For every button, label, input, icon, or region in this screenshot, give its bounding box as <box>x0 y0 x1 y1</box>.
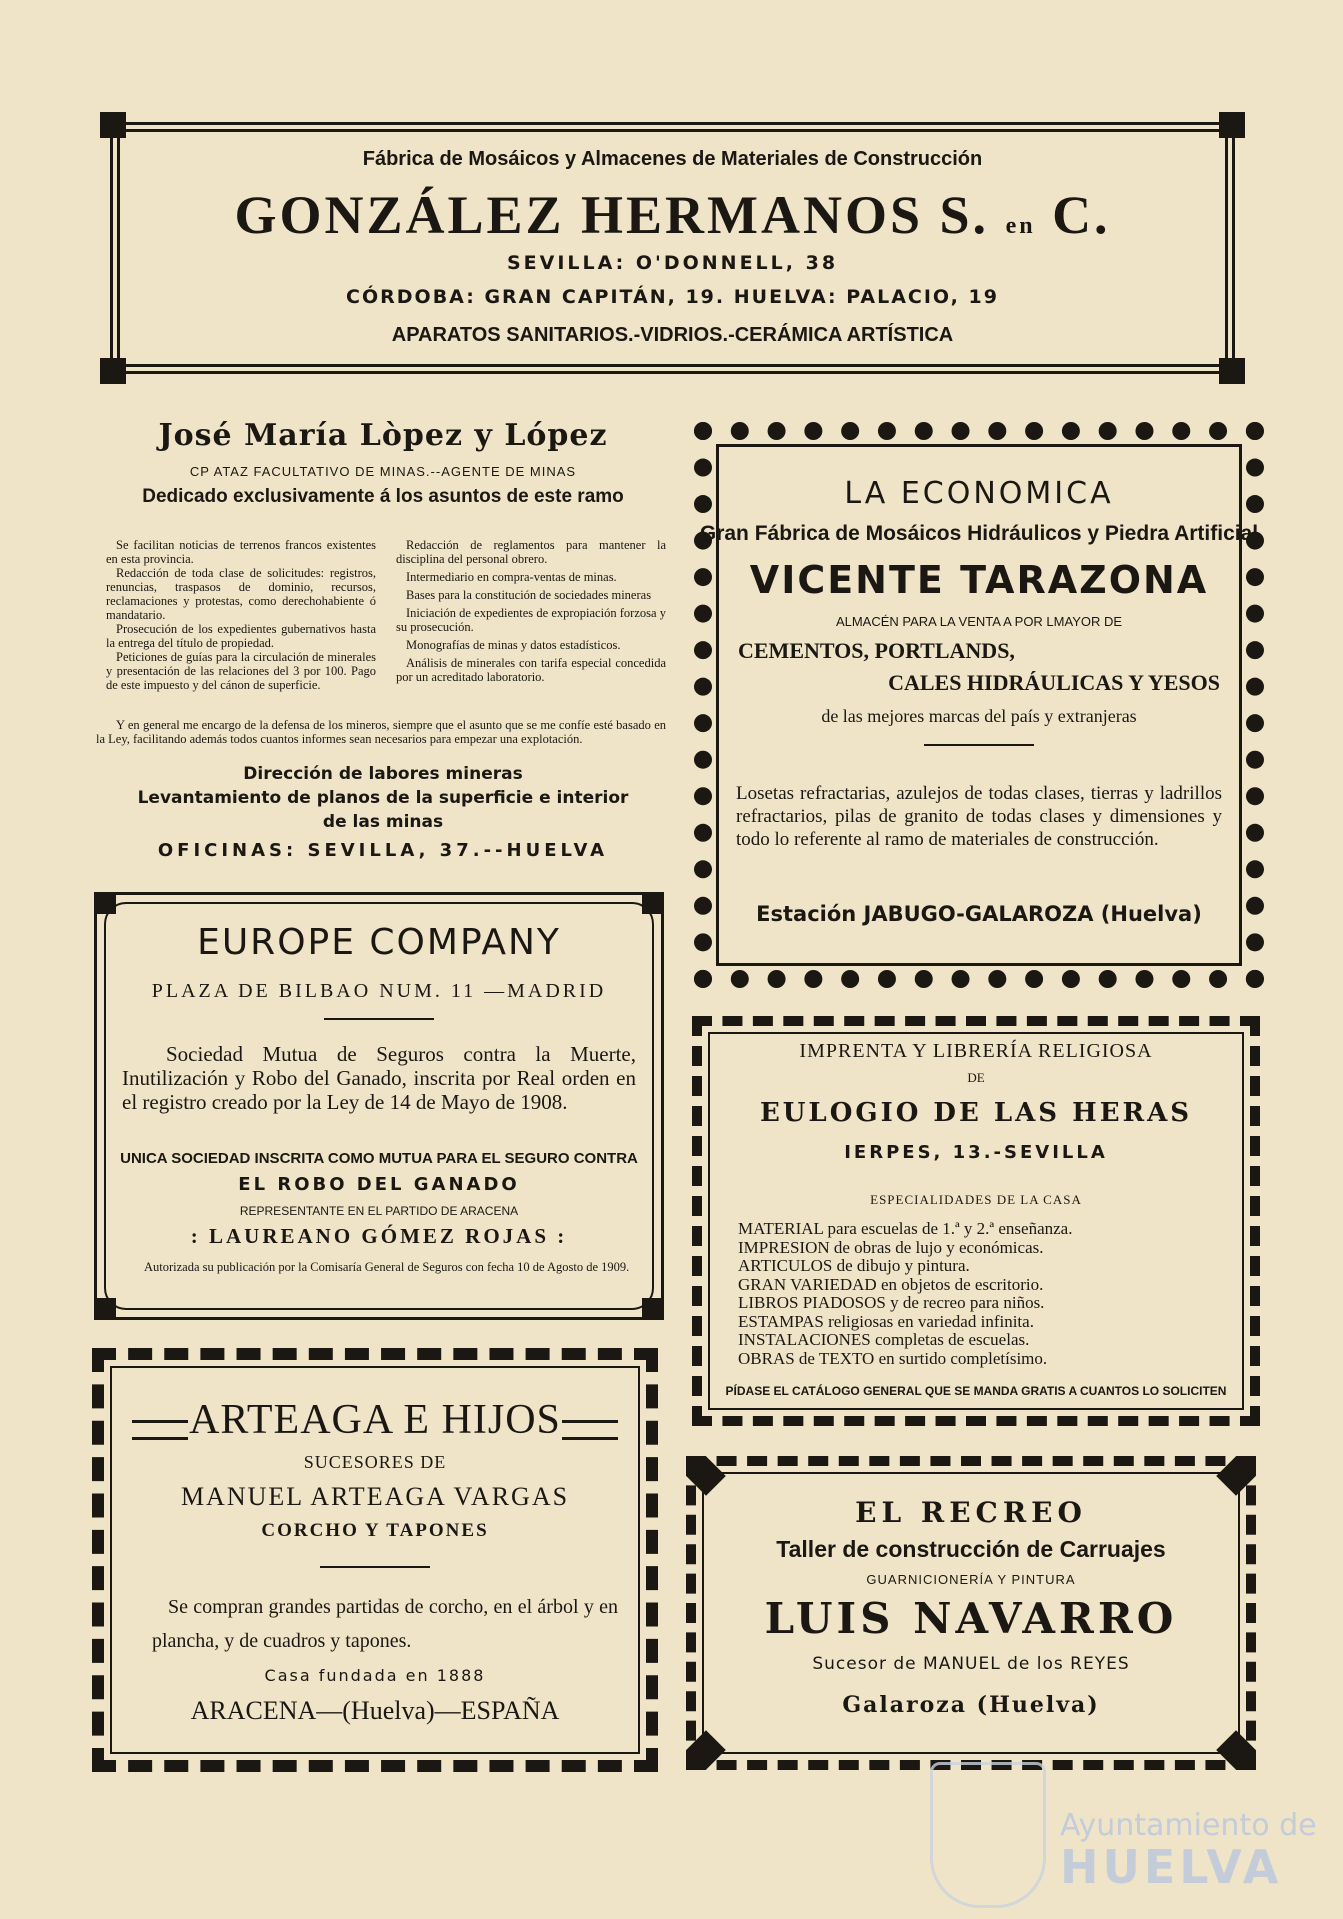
europe-company-ad <box>94 892 664 1320</box>
address-sevilla: SEVILLA: O'DONNELL, 38 <box>506 252 839 274</box>
products-line: APARATOS SANITARIOS.-VIDRIOS.-CERÁMICA ARTÍSTICA <box>391 324 954 346</box>
lopez-closing: Y en general me encargo de la defensa de los mineros, siempre que el asunto que se me confíe esté basado en la Ley, facilitando además todos cuantos informes sean necesarios para empezar una explotación. <box>96 718 666 746</box>
lopez-service-1: Dirección de labores mineras <box>243 764 523 784</box>
economica-ornament <box>924 744 1034 746</box>
economica-store: ALMACÉN PARA LA VENTA A POR LMAYOR DE <box>835 614 1123 629</box>
imprenta-address: IERPES, 13.-SEVILLA <box>844 1142 1108 1163</box>
imprenta-specialties: ESPECIALIDADES DE LA CASA <box>870 1192 1082 1207</box>
watermark-line-2: HUELVA <box>1060 1840 1283 1894</box>
address-cordoba-huelva: CÓRDOBA: GRAN CAPITÁN, 19. HUELVA: PALACIO, 19 <box>346 286 999 308</box>
el-recreo-ad <box>686 1456 1256 1770</box>
lopez-offices: OFICINAS: SEVILLA, 37.--HUELVA <box>157 840 609 861</box>
watermark-line-1: Ayuntamiento de <box>1060 1808 1317 1843</box>
lopez-right-item: Análisis de minerales con tarifa especial concedida por un acreditado laboratorio. <box>396 656 666 684</box>
economica-ad <box>694 422 1264 988</box>
lopez-service-2: Levantamiento de planos de la superficie e interior <box>137 788 629 808</box>
imprenta-item: OBRAS de TEXTO en surtido completísimo. <box>738 1348 1048 1368</box>
europe-address: PLAZA DE BILBAO NUM. 11 —MADRID <box>151 980 607 1002</box>
lopez-right-item: Iniciación de expedientes de expropiación forzosa y su prosecución. <box>396 606 666 634</box>
lopez-right-item: Monografías de minas y datos estadísticos. <box>406 638 621 652</box>
recreo-owner: LUIS NAVARRO <box>764 1594 1178 1643</box>
imprenta-title: IMPRENTA Y LIBRERÍA RELIGIOSA <box>799 1040 1153 1062</box>
top-heading: Fábrica de Mosáicos y Almacenes de Materiales de Construcción <box>362 148 983 170</box>
lopez-name: José María Lòpez y López <box>158 418 608 453</box>
arteaga-ornament <box>320 1566 430 1568</box>
economica-brands: de las mejores marcas del país y extranjeras <box>821 706 1137 726</box>
imprenta-owner: EULOGIO DE LAS HERAS <box>759 1098 1193 1128</box>
coat-of-arms-icon <box>930 1762 1046 1908</box>
arteaga-location: ARACENA—(Huelva)—ESPAÑA <box>190 1696 560 1725</box>
economica-product-2: CALES HIDRÁULICAS Y YESOS <box>888 670 1220 695</box>
imprenta-ad <box>692 1016 1260 1426</box>
recreo-services: GUARNICIONERÍA Y PINTURA <box>866 1572 1076 1587</box>
lopez-right-item: Bases para la constitución de sociedades mineras <box>406 588 652 602</box>
arteaga-name: MANUEL ARTEAGA VARGAS <box>180 1482 570 1511</box>
europe-robbery: EL ROBO DEL GANADO <box>238 1174 520 1195</box>
economica-subtitle: Gran Fábrica de Mosáicos Hidráulicos y Piedra Artificial <box>699 522 1259 545</box>
lopez-tagline: Dedicado exclusivamente á los asuntos de este ramo <box>142 486 624 507</box>
arteaga-title: ARTEAGA E HIJOS <box>189 1397 561 1443</box>
recreo-workshop: Taller de construcción de Carruajes <box>776 1536 1166 1562</box>
lopez-role: CP ATAZ FACULTATIVO DE MINAS.--AGENTE DE MINAS <box>189 464 577 479</box>
arteaga-successors: SUCESORES DE <box>303 1452 447 1472</box>
arteaga-product: CORCHO Y TAPONES <box>261 1520 489 1541</box>
imprenta-items <box>738 1220 1072 1368</box>
europe-authorization: Autorizada su publicación por la Comisaría General de Seguros con fecha 10 de Agosto de 1909. <box>144 1260 630 1274</box>
lopez-left-item: Se facilitan noticias de terrenos francos existentes en esta provincia. <box>106 538 376 566</box>
arteaga-description: Se compran grandes partidas de corcho, en el árbol y en plancha, y de cuadros y tapones. <box>152 1596 618 1652</box>
recreo-title: EL RECREO <box>855 1496 1087 1529</box>
lopez-right-item: Intermediario en compra-ventas de minas. <box>406 570 617 584</box>
lopez-left-item: Peticiones de guías para la circulación de minerales y presentación de las relaciones del 3 por 100. Pago de este impuesto y del cánon de superficie. <box>106 650 376 692</box>
economica-owner: VICENTE TARAZONA <box>749 558 1209 602</box>
europe-unique: UNICA SOCIEDAD INSCRITA COMO MUTUA PARA EL SEGURO CONTRA <box>120 1150 638 1167</box>
europe-ornament <box>324 1018 434 1020</box>
europe-rep: REPRESENTANTE EN EL PARTIDO DE ARACENA <box>239 1204 519 1218</box>
economica-product-1: CEMENTOS, PORTLANDS, <box>738 638 1015 663</box>
imprenta-item: INSTALACIONES completas de escuelas. <box>738 1330 1030 1349</box>
lopez-left-item: Redacción de toda clase de solicitudes: registros, renuncias, traspasos de dominio, recursos, reclamaciones y protestas, como derechohabiente ó mandatario. <box>106 566 376 622</box>
imprenta-de: DE <box>967 1070 985 1085</box>
company-name <box>100 184 1245 246</box>
europe-title: EUROPE COMPANY <box>197 922 561 963</box>
economica-title: LA ECONOMICA <box>844 476 1114 511</box>
imprenta-item: LIBROS PIADOSOS y de recreo para niños. <box>738 1293 1045 1312</box>
lopez-left-item: Prosecución de los expedientes gubernativos hasta la entrega del título de propiedad. <box>106 622 376 650</box>
imprenta-item: MATERIAL para escuelas de 1.ª y 2.ª enseñanza. <box>738 1219 1073 1238</box>
recreo-location: Galaroza (Huelva) <box>842 1692 1100 1718</box>
imprenta-item: ARTICULOS de dibujo y pintura. <box>738 1256 970 1275</box>
imprenta-item: GRAN VARIEDAD en objetos de escritorio. <box>738 1274 1044 1294</box>
company-name-suffix: en <box>1005 213 1036 239</box>
imprenta-item: IMPRESION de obras de lujo y económicas. <box>738 1237 1044 1257</box>
europe-description: Sociedad Mutua de Seguros contra la Muerte, Inutilización y Robo del Ganado, inscrita por Real orden en el registro creado por la Ley de 14 de Mayo de 1908. <box>122 1042 636 1114</box>
arteaga-founded: Casa fundada en 1888 <box>264 1666 486 1685</box>
lopez-col-right <box>396 538 666 684</box>
company-name-main: GONZÁLEZ HERMANOS S. <box>234 185 990 245</box>
economica-description: Losetas refractarias, azulejos de todas clases, tierras y ladrillos refractarios, pilas de granito de todas clases y dimensiones y todo lo referente al ramo de materiales de construcción. <box>736 783 1222 850</box>
company-name-end: C. <box>1052 185 1111 245</box>
europe-agent: : LAUREANO GÓMEZ ROJAS : <box>190 1224 568 1248</box>
lopez-right-item: Redacción de reglamentos para mantener la disciplina del personal obrero. <box>396 538 666 566</box>
lopez-service-3: de las minas <box>322 812 444 832</box>
imprenta-catalog: PÍDASE EL CATÁLOGO GENERAL QUE SE MANDA GRATIS A CUANTOS LO SOLICITEN <box>725 1384 1227 1398</box>
lopez-ad <box>96 418 670 864</box>
economica-station: Estación JABUGO-GALAROZA (Huelva) <box>756 902 1202 926</box>
arteaga-ad <box>92 1348 658 1772</box>
imprenta-item: ESTAMPAS religiosas en variedad infinita. <box>738 1311 1034 1331</box>
recreo-successor: Sucesor de MANUEL de los REYES <box>812 1654 1130 1674</box>
lopez-col-left <box>106 538 376 692</box>
gonzalez-hermanos-ad <box>100 112 1245 384</box>
